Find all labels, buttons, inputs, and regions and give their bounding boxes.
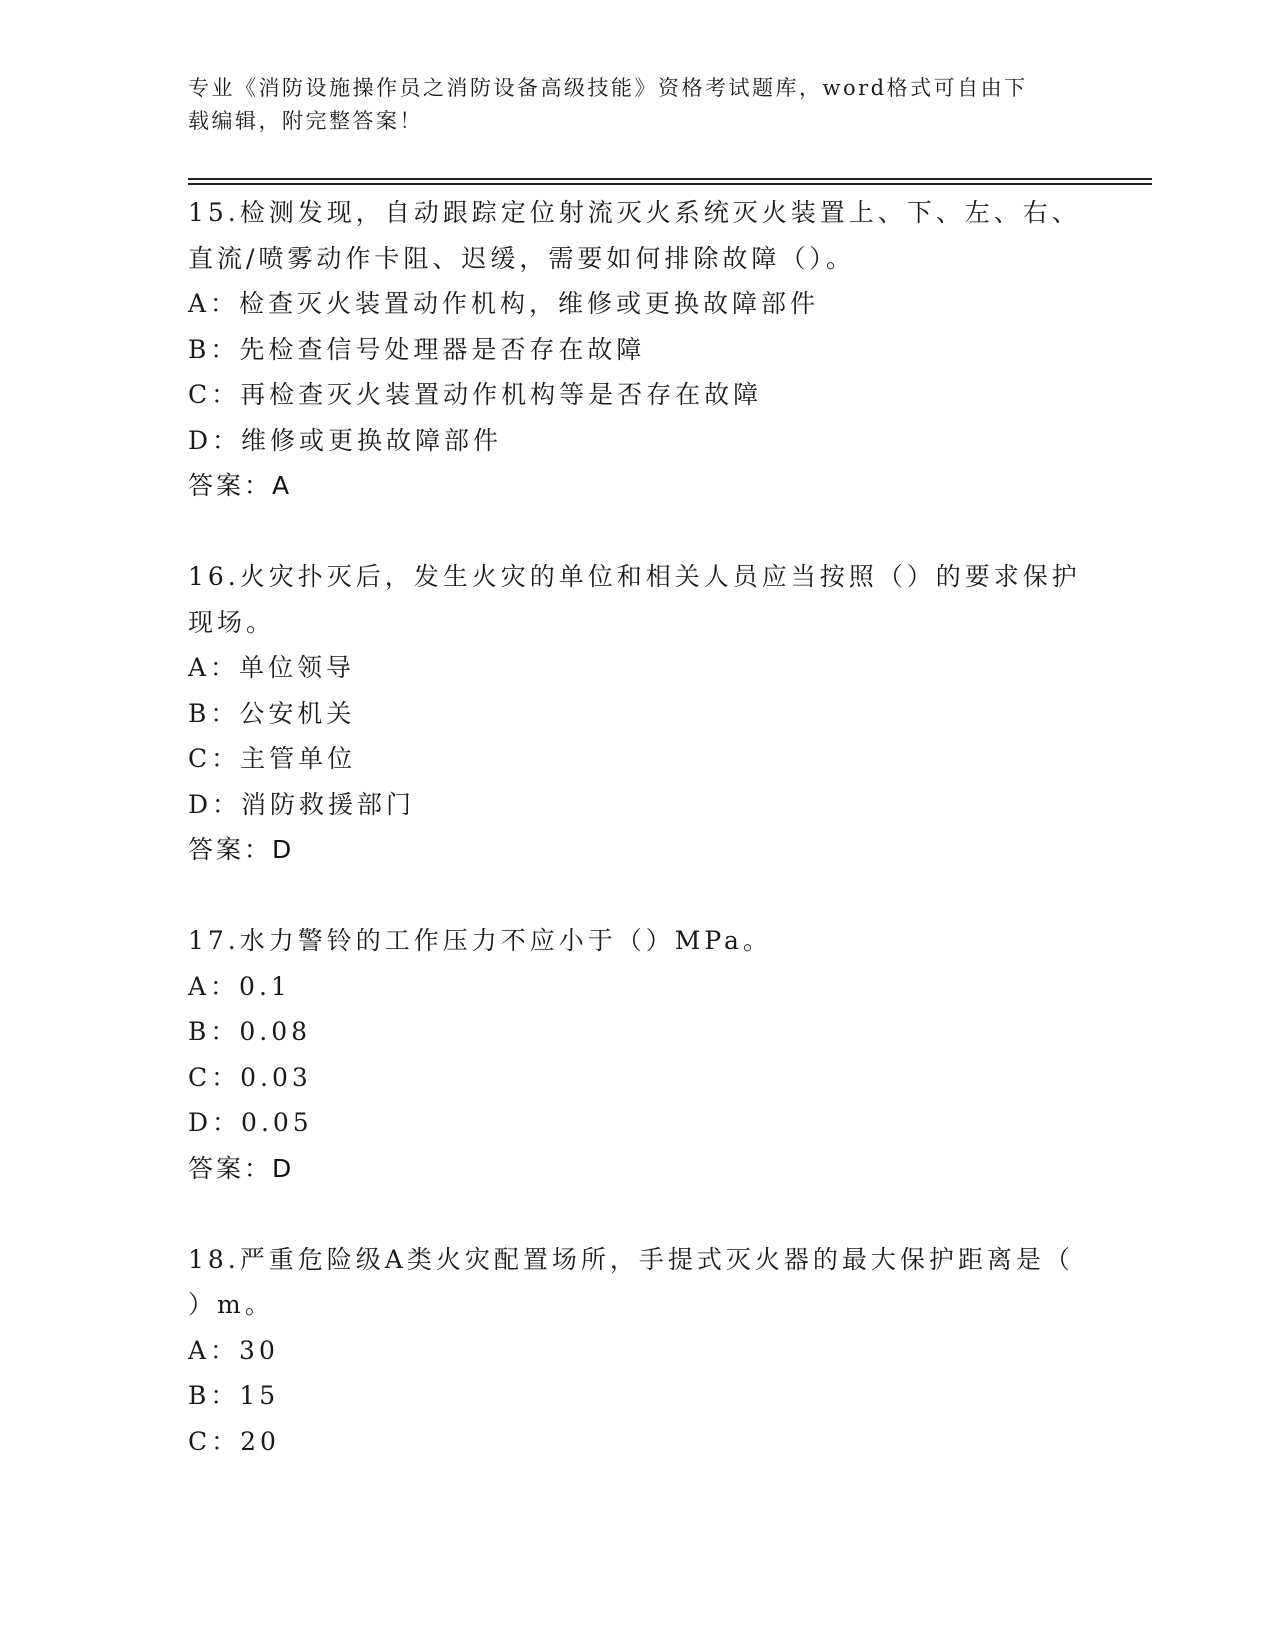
question-stem: 直流/喷雾动作卡阻、迟缓，需要如何排除故障（）。 <box>188 243 855 273</box>
option-a: A：检查灭火装置动作机构，维修或更换故障部件 <box>188 289 820 318</box>
option-c: C：0.03 <box>188 1062 312 1092</box>
header-line-2: 载编辑，附完整答案！ <box>188 109 423 133</box>
question-stem: 15.检测发现，自动跟踪定位射流灭火系统灭火装置上、下、左、右、 <box>188 198 1081 227</box>
question-stem: 17.水力警铃的工作压力不应小于（）MPa。 <box>188 926 772 955</box>
question-stem: 16.火灾扑灭后，发生火灾的单位和相关人员应当按照（）的要求保护 <box>188 562 1081 591</box>
answer-label: 答案：A <box>188 471 293 500</box>
question-stem: ）m。 <box>188 1290 274 1319</box>
spacer <box>188 509 1088 555</box>
question-stem: 18.严重危险级A类火灾配置场所，手提式灭火器的最大保护距离是（ <box>188 1244 1074 1274</box>
option-d: D：0.05 <box>188 1108 313 1137</box>
answer-label: 答案：D <box>188 1153 295 1183</box>
question-list <box>188 190 1088 1464</box>
option-d: D：维修或更换故障部件 <box>188 425 503 455</box>
option-d: D：消防救援部门 <box>188 789 416 819</box>
header-divider-bottom <box>188 183 1152 185</box>
option-b: B：先检查信号处理器是否存在故障 <box>188 334 646 364</box>
question-16 <box>188 554 1088 873</box>
header-line-1: 专业《消防设施操作员之消防设备高级技能》资格考试题库，word格式可自由下 <box>188 76 1028 100</box>
option-a: A：30 <box>188 1335 279 1365</box>
document-header <box>188 72 1078 138</box>
option-c: C：20 <box>188 1426 280 1456</box>
option-c: C：主管单位 <box>188 744 357 773</box>
header-divider-top <box>188 178 1152 180</box>
answer-label: 答案：D <box>188 835 295 864</box>
spacer <box>188 873 1088 919</box>
option-b: B：0.08 <box>188 1017 312 1046</box>
option-c: C：再检查灭火装置动作机构等是否存在故障 <box>188 380 763 409</box>
question-stem: 现场。 <box>188 607 276 637</box>
option-a: A：0.1 <box>188 971 291 1001</box>
spacer <box>188 1191 1088 1237</box>
option-b: B：公安机关 <box>188 698 356 728</box>
option-b: B：15 <box>188 1381 280 1410</box>
question-17 <box>188 918 1088 1191</box>
question-18 <box>188 1237 1088 1465</box>
question-15 <box>188 190 1088 509</box>
option-a: A：单位领导 <box>188 653 356 682</box>
